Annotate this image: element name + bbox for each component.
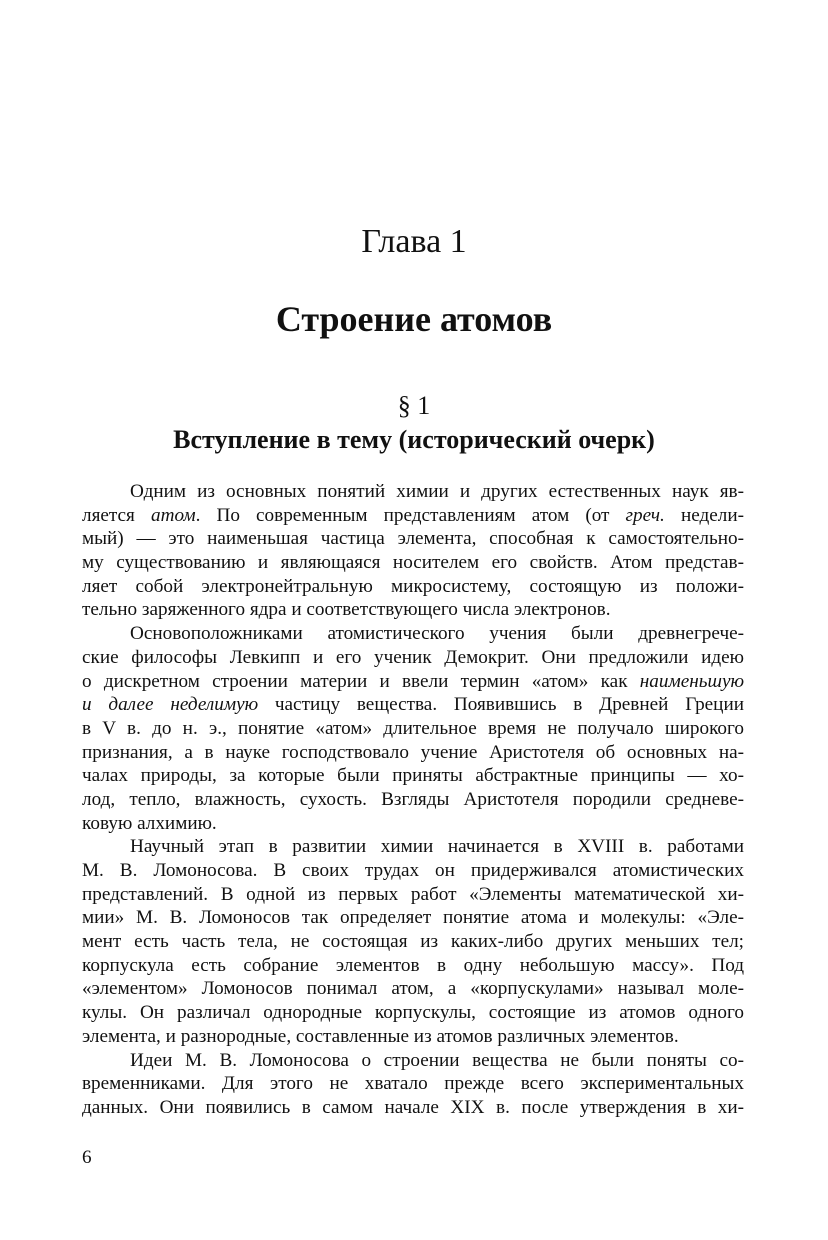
paragraph [82, 1049, 744, 1120]
text-line: временниками. Для этого не хватало прежде всего экспериментальных [82, 1073, 744, 1095]
text-line: Идеи М. В. Ломоносова о строении вещества не были поняты со- [130, 1049, 744, 1071]
text-line: лод, тепло, влажность, сухость. Взгляды Аристотеля породили средневе- [82, 788, 744, 810]
paragraph [82, 480, 744, 622]
text-line: му существованию и являющаяся носителем его свойств. Атом представ- [82, 552, 744, 574]
body-text [82, 480, 744, 1120]
text-line: кулы. Он различал однородные корпускулы, состоящие из атомов одного [82, 1002, 744, 1024]
text-line: тельно заряженного ядра и соответствующего числа электронов. [82, 599, 611, 621]
text-line: ские философы Левкипп и его ученик Демокрит. Они предложили идею [82, 646, 744, 668]
text-line: ляет собой электронейтральную микросистему, состоящую из положи- [82, 575, 744, 597]
text-line: ляется атом. По современным представлениям атом (от греч. недели- [82, 504, 744, 526]
text-line: в V в. до н. э., понятие «атом» длительное время не получало широкого [82, 717, 744, 739]
text-line: ковую алхимию. [82, 812, 217, 834]
text-line: Основоположниками атомистического учения были древнегрече- [130, 623, 744, 645]
text-line: элемента, и разнородные, составленные из атомов различных элементов. [82, 1025, 679, 1047]
emphasis: атом [151, 504, 196, 526]
text-line: мент есть часть тела, не состоящая из каких-либо других меньших тел; [82, 931, 744, 953]
text-line: «элементом» Ломоносов понимал атом, а «корпускулами» называл моле- [82, 978, 744, 1000]
text-line: корпускула есть собрание элементов в одну небольшую массу». Под [82, 954, 744, 976]
page-number: 6 [82, 1147, 92, 1168]
emphasis: и далее неделимую [82, 694, 259, 716]
text-line: признания, а в науке господствовало учение Аристотеля об основных на- [82, 741, 744, 763]
text-line: представлений. В одной из первых работ «Элементы математической хи- [82, 883, 744, 905]
text-line: данных. Они появились в самом начале XIX в. после утверждения в хи- [82, 1096, 744, 1118]
text-line: мый) — это наименьшая частица элемента, способная к самостоятельно- [82, 528, 744, 550]
text-line: чалах природы, за которые были приняты абстрактные принципы — хо- [82, 765, 744, 787]
text-line: о дискретном строении материи и ввели термин «атом» как наименьшую [82, 670, 744, 692]
text-line: Научный этап в развитии химии начинается в XVIII в. работами [130, 836, 744, 858]
text-line: мии» М. В. Ломоносов так определяет понятие атома и молекулы: «Эле- [82, 907, 744, 929]
section-title: Вступление в тему (исторический очерк) [173, 425, 655, 454]
text-line: М. В. Ломоносова. В своих трудах он придерживался атомистических [82, 860, 744, 881]
section-number: § 1 [397, 391, 431, 420]
text-line: и далее неделимую частицу вещества. Появившись в Древней Греции [82, 694, 744, 716]
emphasis: греч. [625, 504, 665, 526]
paragraph [82, 835, 744, 1048]
paragraph [82, 622, 744, 835]
chapter-title: Строение атомов [275, 299, 553, 339]
emphasis: наименьшую [639, 670, 744, 692]
chapter-label: Глава 1 [361, 223, 467, 260]
text-line: Одним из основных понятий химии и других естественных наук яв- [130, 481, 744, 502]
